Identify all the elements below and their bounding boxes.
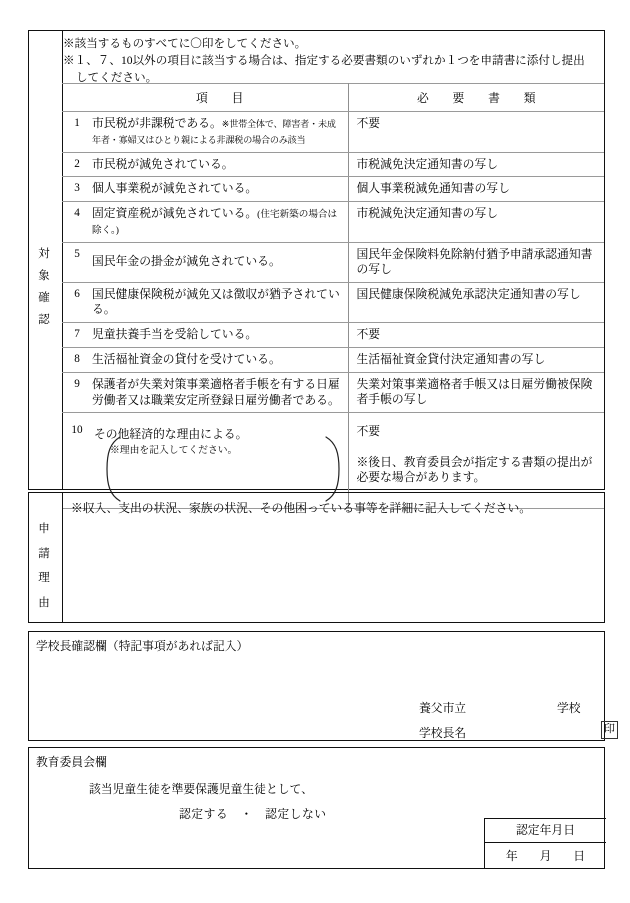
board-decision-options[interactable]: 認定する ・ 認定しない xyxy=(179,807,327,821)
row-item xyxy=(92,202,348,243)
principal-city-prefix: 養父市立 xyxy=(419,701,467,715)
row-number: 6 xyxy=(62,282,92,323)
row-item xyxy=(92,372,348,413)
target-note-2: ※１、７、10以外の項目に該当する場合は、指定する必要書類のいずれか１つを申請書に添付し提出 xyxy=(63,54,585,68)
vertical-label-char: 象 xyxy=(38,269,50,282)
row-number: 7 xyxy=(62,323,92,348)
row-number: 4 xyxy=(62,202,92,243)
row-item-main: 固定資産税が減免されている。 xyxy=(92,206,258,221)
reason-write-area[interactable] xyxy=(71,523,598,616)
section-reason-side-label xyxy=(29,517,59,616)
row-number: 10 xyxy=(62,413,92,509)
vertical-label-char: 理 xyxy=(38,572,50,585)
row-number: 9 xyxy=(62,372,92,413)
row-item-small: (住宅新築の場合は除く。) xyxy=(92,209,338,237)
reason-instruction: ※収入、支出の状況、家族の状況、その他困っている事等を詳細に記入してください。 xyxy=(71,501,532,515)
section-target-side-label xyxy=(29,244,59,331)
table-header-row xyxy=(62,84,604,112)
approval-date-box xyxy=(484,818,606,869)
table-row[interactable] xyxy=(62,112,604,153)
section-application-reason xyxy=(28,492,605,623)
section-target-confirmation xyxy=(28,30,605,490)
row-item-main: 保護者が失業対策事業適格者手帳を有する日雇労働者又は職業安定所登録日雇労働者である。 xyxy=(92,376,340,407)
row-item xyxy=(92,112,348,153)
row-document: 国民健康保険税減免承認決定通知書の写し xyxy=(348,282,604,323)
date-unit-day: 日 xyxy=(573,849,586,863)
table-row[interactable] xyxy=(62,152,604,177)
target-notes xyxy=(63,35,600,86)
principal-section-title: 学校長確認欄（特記事項があれば記入） xyxy=(36,639,249,653)
row-item xyxy=(92,347,348,372)
target-item-table xyxy=(62,83,604,509)
table-row[interactable] xyxy=(62,202,604,243)
date-unit-year: 年 xyxy=(505,849,518,863)
row10-doc-main: 不要 xyxy=(356,424,381,439)
row-document: 個人事業税減免通知書の写し xyxy=(348,177,604,202)
table-row[interactable] xyxy=(62,177,604,202)
doc-spacer xyxy=(357,440,601,455)
row-item xyxy=(92,323,348,348)
board-section-title: 教育委員会欄 xyxy=(36,755,107,769)
target-note-1: ※該当するものすべてに〇印をしてください。 xyxy=(63,37,307,50)
row-item-small: ※世帯全体で、障害者・未成年者・寡婦又はひとり親による非課税の場合のみ該当 xyxy=(92,119,336,145)
target-note-3: してください。 xyxy=(76,71,158,85)
row-number: 5 xyxy=(62,242,92,282)
table-row[interactable] xyxy=(62,282,604,323)
approval-date-fields[interactable] xyxy=(485,843,606,869)
vertical-label-char: 請 xyxy=(38,547,50,560)
row-item-main: 市民税が減免されている。 xyxy=(92,156,234,171)
date-unit-month: 月 xyxy=(539,849,552,863)
vertical-label-char: 認 xyxy=(38,313,50,326)
section-principal-confirmation xyxy=(28,631,615,741)
row-number: 8 xyxy=(62,347,92,372)
row-document: 不要 xyxy=(348,112,604,153)
row-item xyxy=(92,152,348,177)
row-item xyxy=(92,282,348,323)
row-item-main: 国民年金の掛金が減免されている。 xyxy=(92,254,281,269)
row-number: 2 xyxy=(62,152,92,177)
row-number: 3 xyxy=(62,177,92,202)
row-item xyxy=(92,242,348,282)
table-row[interactable] xyxy=(62,242,604,282)
row-item-main: 児童扶養手当を受給している。 xyxy=(92,327,258,342)
row-document: 不要 xyxy=(348,323,604,348)
principal-name-label: 学校長名 xyxy=(419,726,467,740)
row-document: 失業対策事業適格者手帳又は日雇労働被保険者手帳の写し xyxy=(348,372,604,413)
principal-notes-write-area[interactable] xyxy=(36,658,597,696)
table-row[interactable] xyxy=(62,323,604,348)
row-number: 1 xyxy=(62,112,92,153)
row-item xyxy=(92,177,348,202)
vertical-label-char: 対 xyxy=(38,248,50,260)
row-item-main: 個人事業税が減免されている。 xyxy=(92,181,258,196)
vertical-label-char: 申 xyxy=(38,523,50,535)
seal-stamp-icon[interactable]: 印 xyxy=(601,721,618,739)
header-item-cell: 項 目 xyxy=(92,84,348,112)
row10-item-sub: ※理由を記入してください。 xyxy=(110,445,238,457)
header-document-cell: 必 要 書 類 xyxy=(348,84,604,112)
row-document: 生活福祉資金貸付決定通知書の写し xyxy=(348,347,604,372)
vertical-label-char: 由 xyxy=(38,597,50,610)
row-document: 市税減免決定通知書の写し xyxy=(348,152,604,177)
row10-doc-note: ※後日、教育委員会が指定する書類の提出が必要な場合があります。 xyxy=(356,454,593,484)
row-document: 国民年金保険料免除納付猶予申請承認通知書の写し xyxy=(348,242,604,282)
board-statement-line: 該当児童生徒を準要保護児童生徒として、 xyxy=(89,782,313,796)
principal-school-suffix: 学校 xyxy=(557,701,581,715)
row-item-main: 市民税が非課税である。 xyxy=(92,116,222,130)
row-document: 市税減免決定通知書の写し xyxy=(348,202,604,243)
table-row[interactable] xyxy=(62,372,604,413)
header-number-cell xyxy=(62,84,92,112)
row-item-main: 国民健康保険税が減免又は徴収が猶予されている。 xyxy=(92,286,340,317)
row10-item-main: その他経済的な理由による。 xyxy=(94,427,248,442)
approval-date-header: 認定年月日 xyxy=(485,819,606,843)
row-item-main: 生活福祉資金の貸付を受けている。 xyxy=(92,351,281,366)
vertical-label-char: 確 xyxy=(38,291,50,304)
section-education-board xyxy=(28,747,605,869)
table-row[interactable] xyxy=(62,347,604,372)
reason-label-divider xyxy=(62,493,63,622)
